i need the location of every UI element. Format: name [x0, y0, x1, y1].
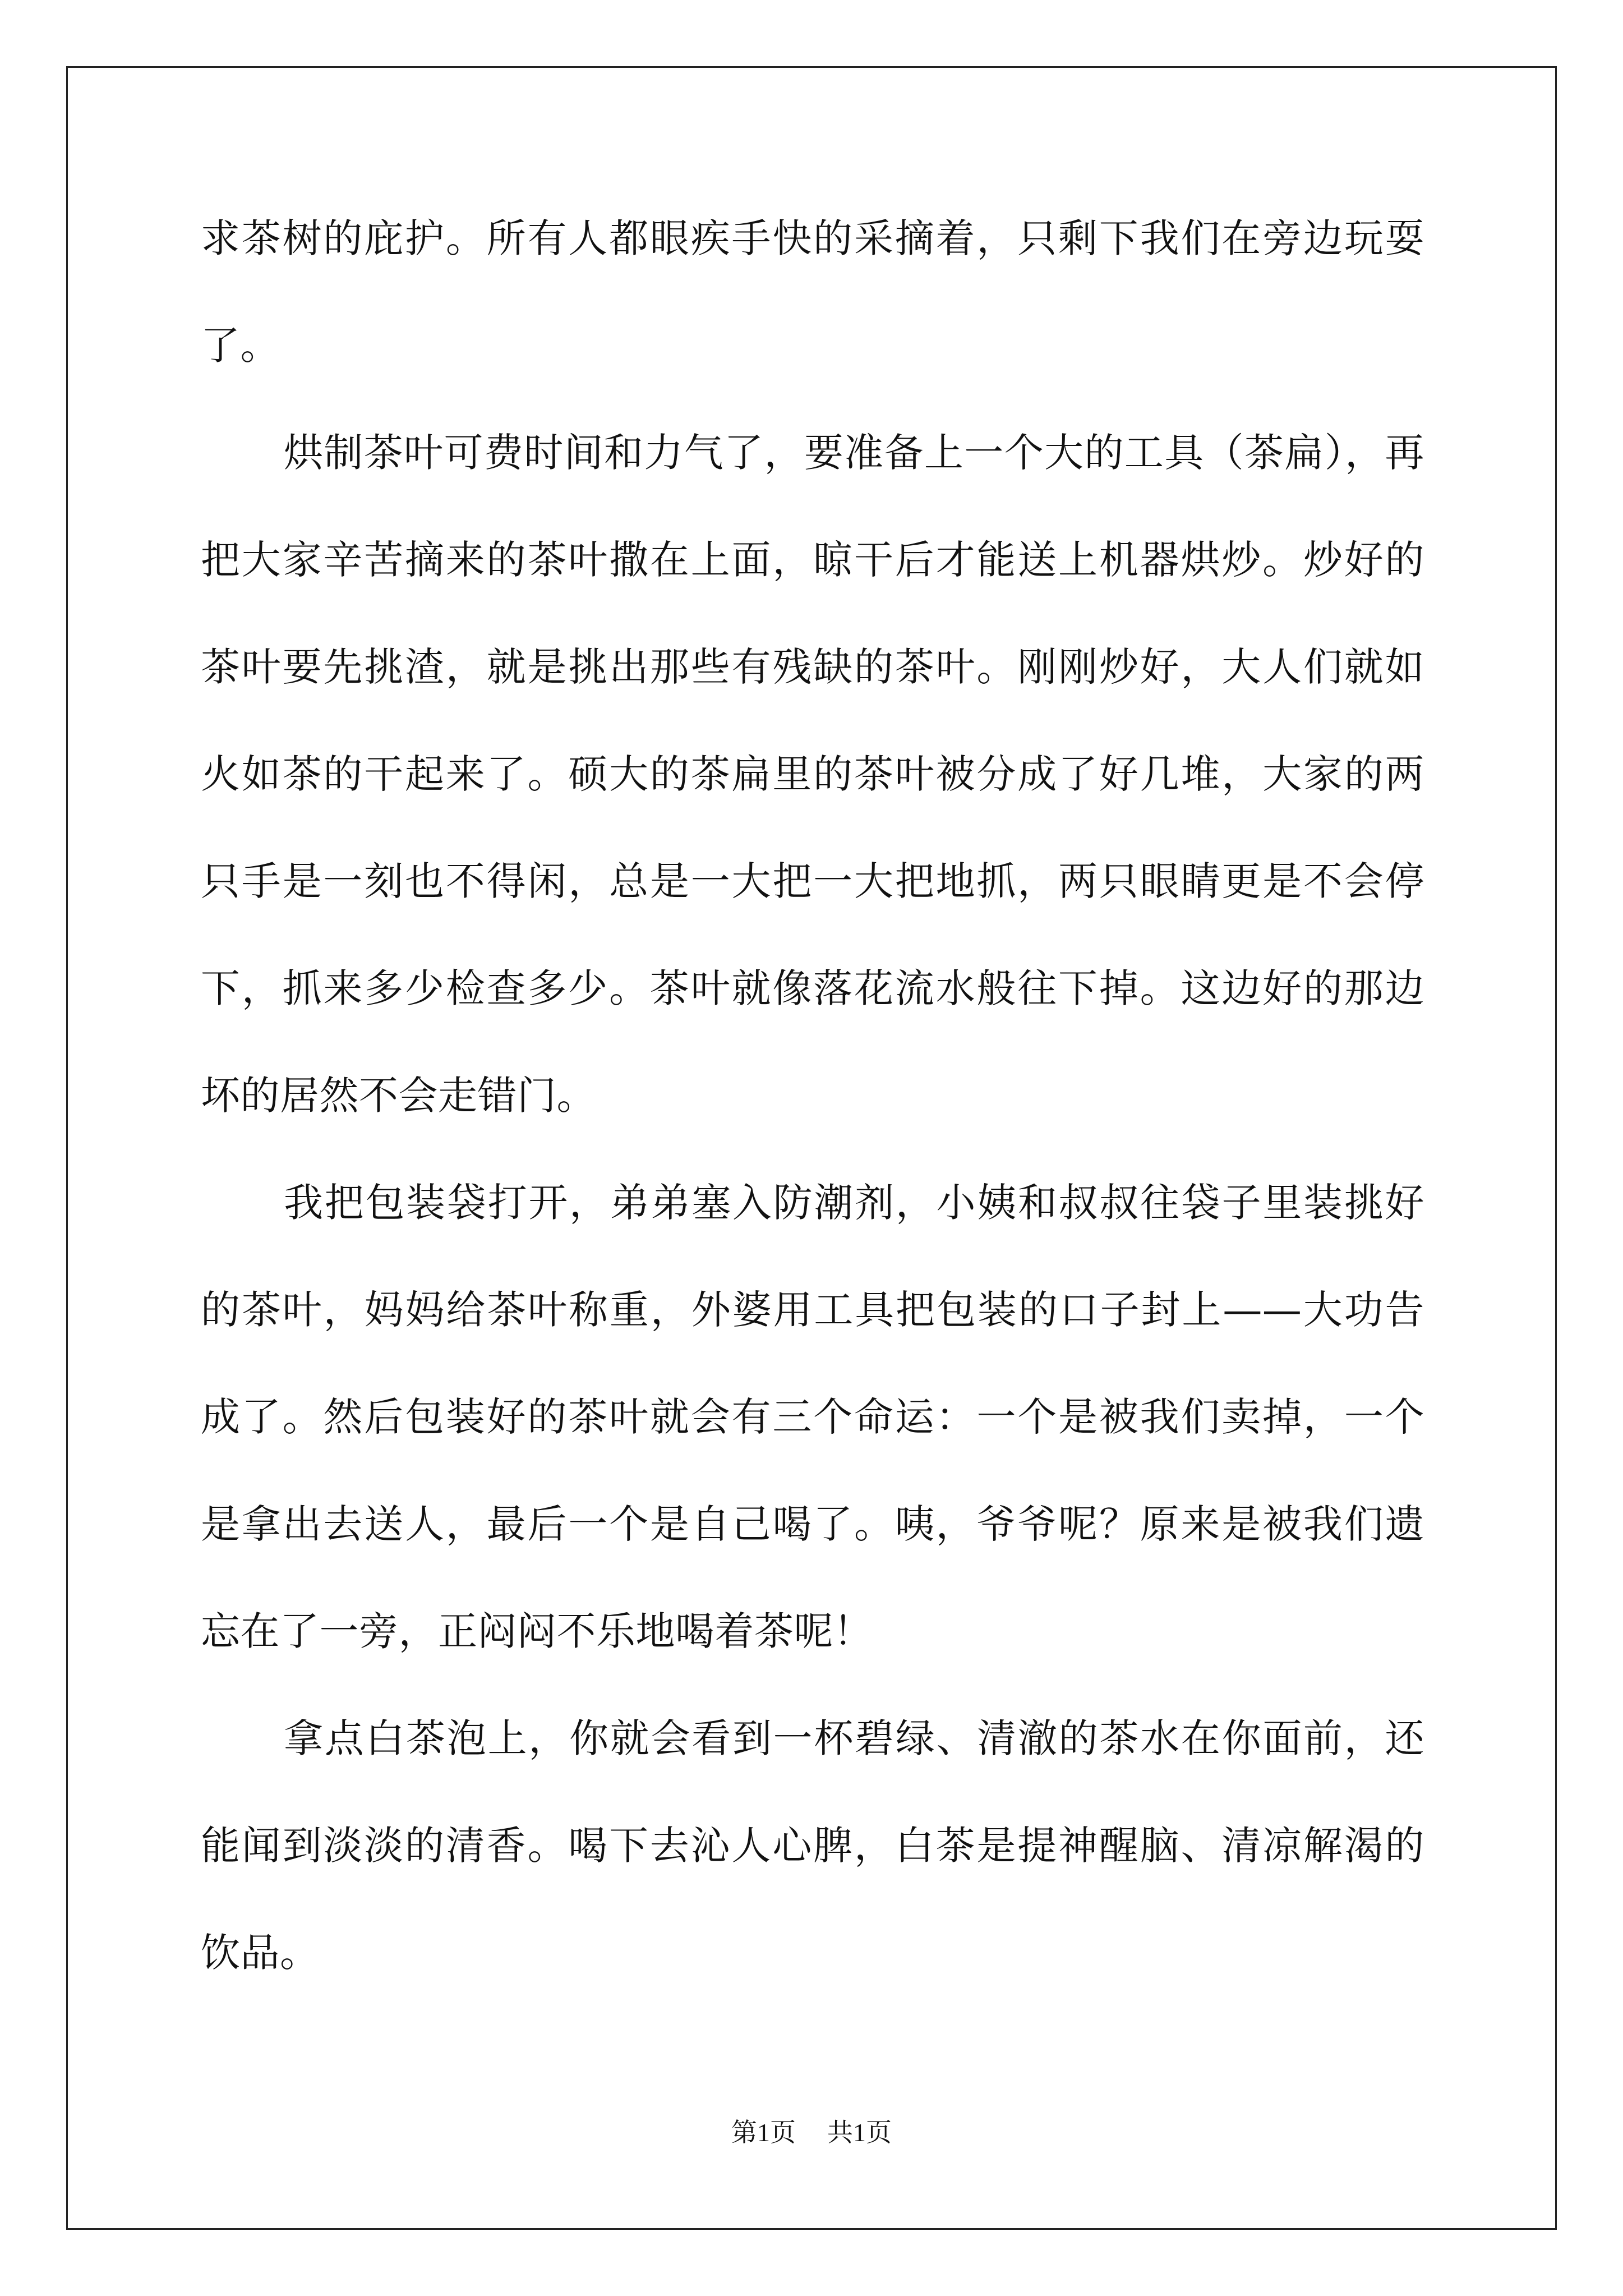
page-number: 第1页: [731, 2118, 796, 2147]
paragraph-1: 求茶树的庇护。所有人都眼疾手快的采摘着，只剩下我们在旁边玩耍了。: [201, 215, 1424, 369]
paragraph-3: 我把包装袋打开，弟弟塞入防潮剂，小姨和叔叔往袋子里装挑好的茶叶，妈妈给茶叶称重，外婆用工具把包装的口子封上——大功告成了。然后包装好的茶叶就会有三个命运：一个是被我们卖掉，一个是拿出去送人，最后一个是自己喝了。咦，爷爷呢？原来是被我们遗忘在了一旁，正闷闷不乐地喝着茶呢！: [201, 1180, 1424, 1654]
page-footer: [0, 2116, 1623, 2150]
paragraph-2: 烘制茶叶可费时间和力气了，要准备上一个大的工具（茶扁），再把大家辛苦摘来的茶叶撒在上面，晾干后才能送上机器烘炒。炒好的茶叶要先挑渣，就是挑出那些有残缺的茶叶。刚刚炒好，大人们就如火如茶的干起来了。硕大的茶扁里的茶叶被分成了好几堆，大家的两只手是一刻也不得闲，总是一大把一大把地抓，两只眼睛更是不会停下，抓来多少检查多少。茶叶就像落花流水般往下掉。这边好的那边坏的居然不会走错门。: [201, 430, 1424, 1119]
page-total: 共1页: [827, 2118, 892, 2147]
paragraph-4: 拿点白茶泡上，你就会看到一杯碧绿、清澈的茶水在你面前，还能闻到淡淡的清香。喝下去沁人心脾，白茶是提神醒脑、清凉解渴的饮品。: [201, 1715, 1424, 1976]
document-body: [201, 185, 1424, 2007]
